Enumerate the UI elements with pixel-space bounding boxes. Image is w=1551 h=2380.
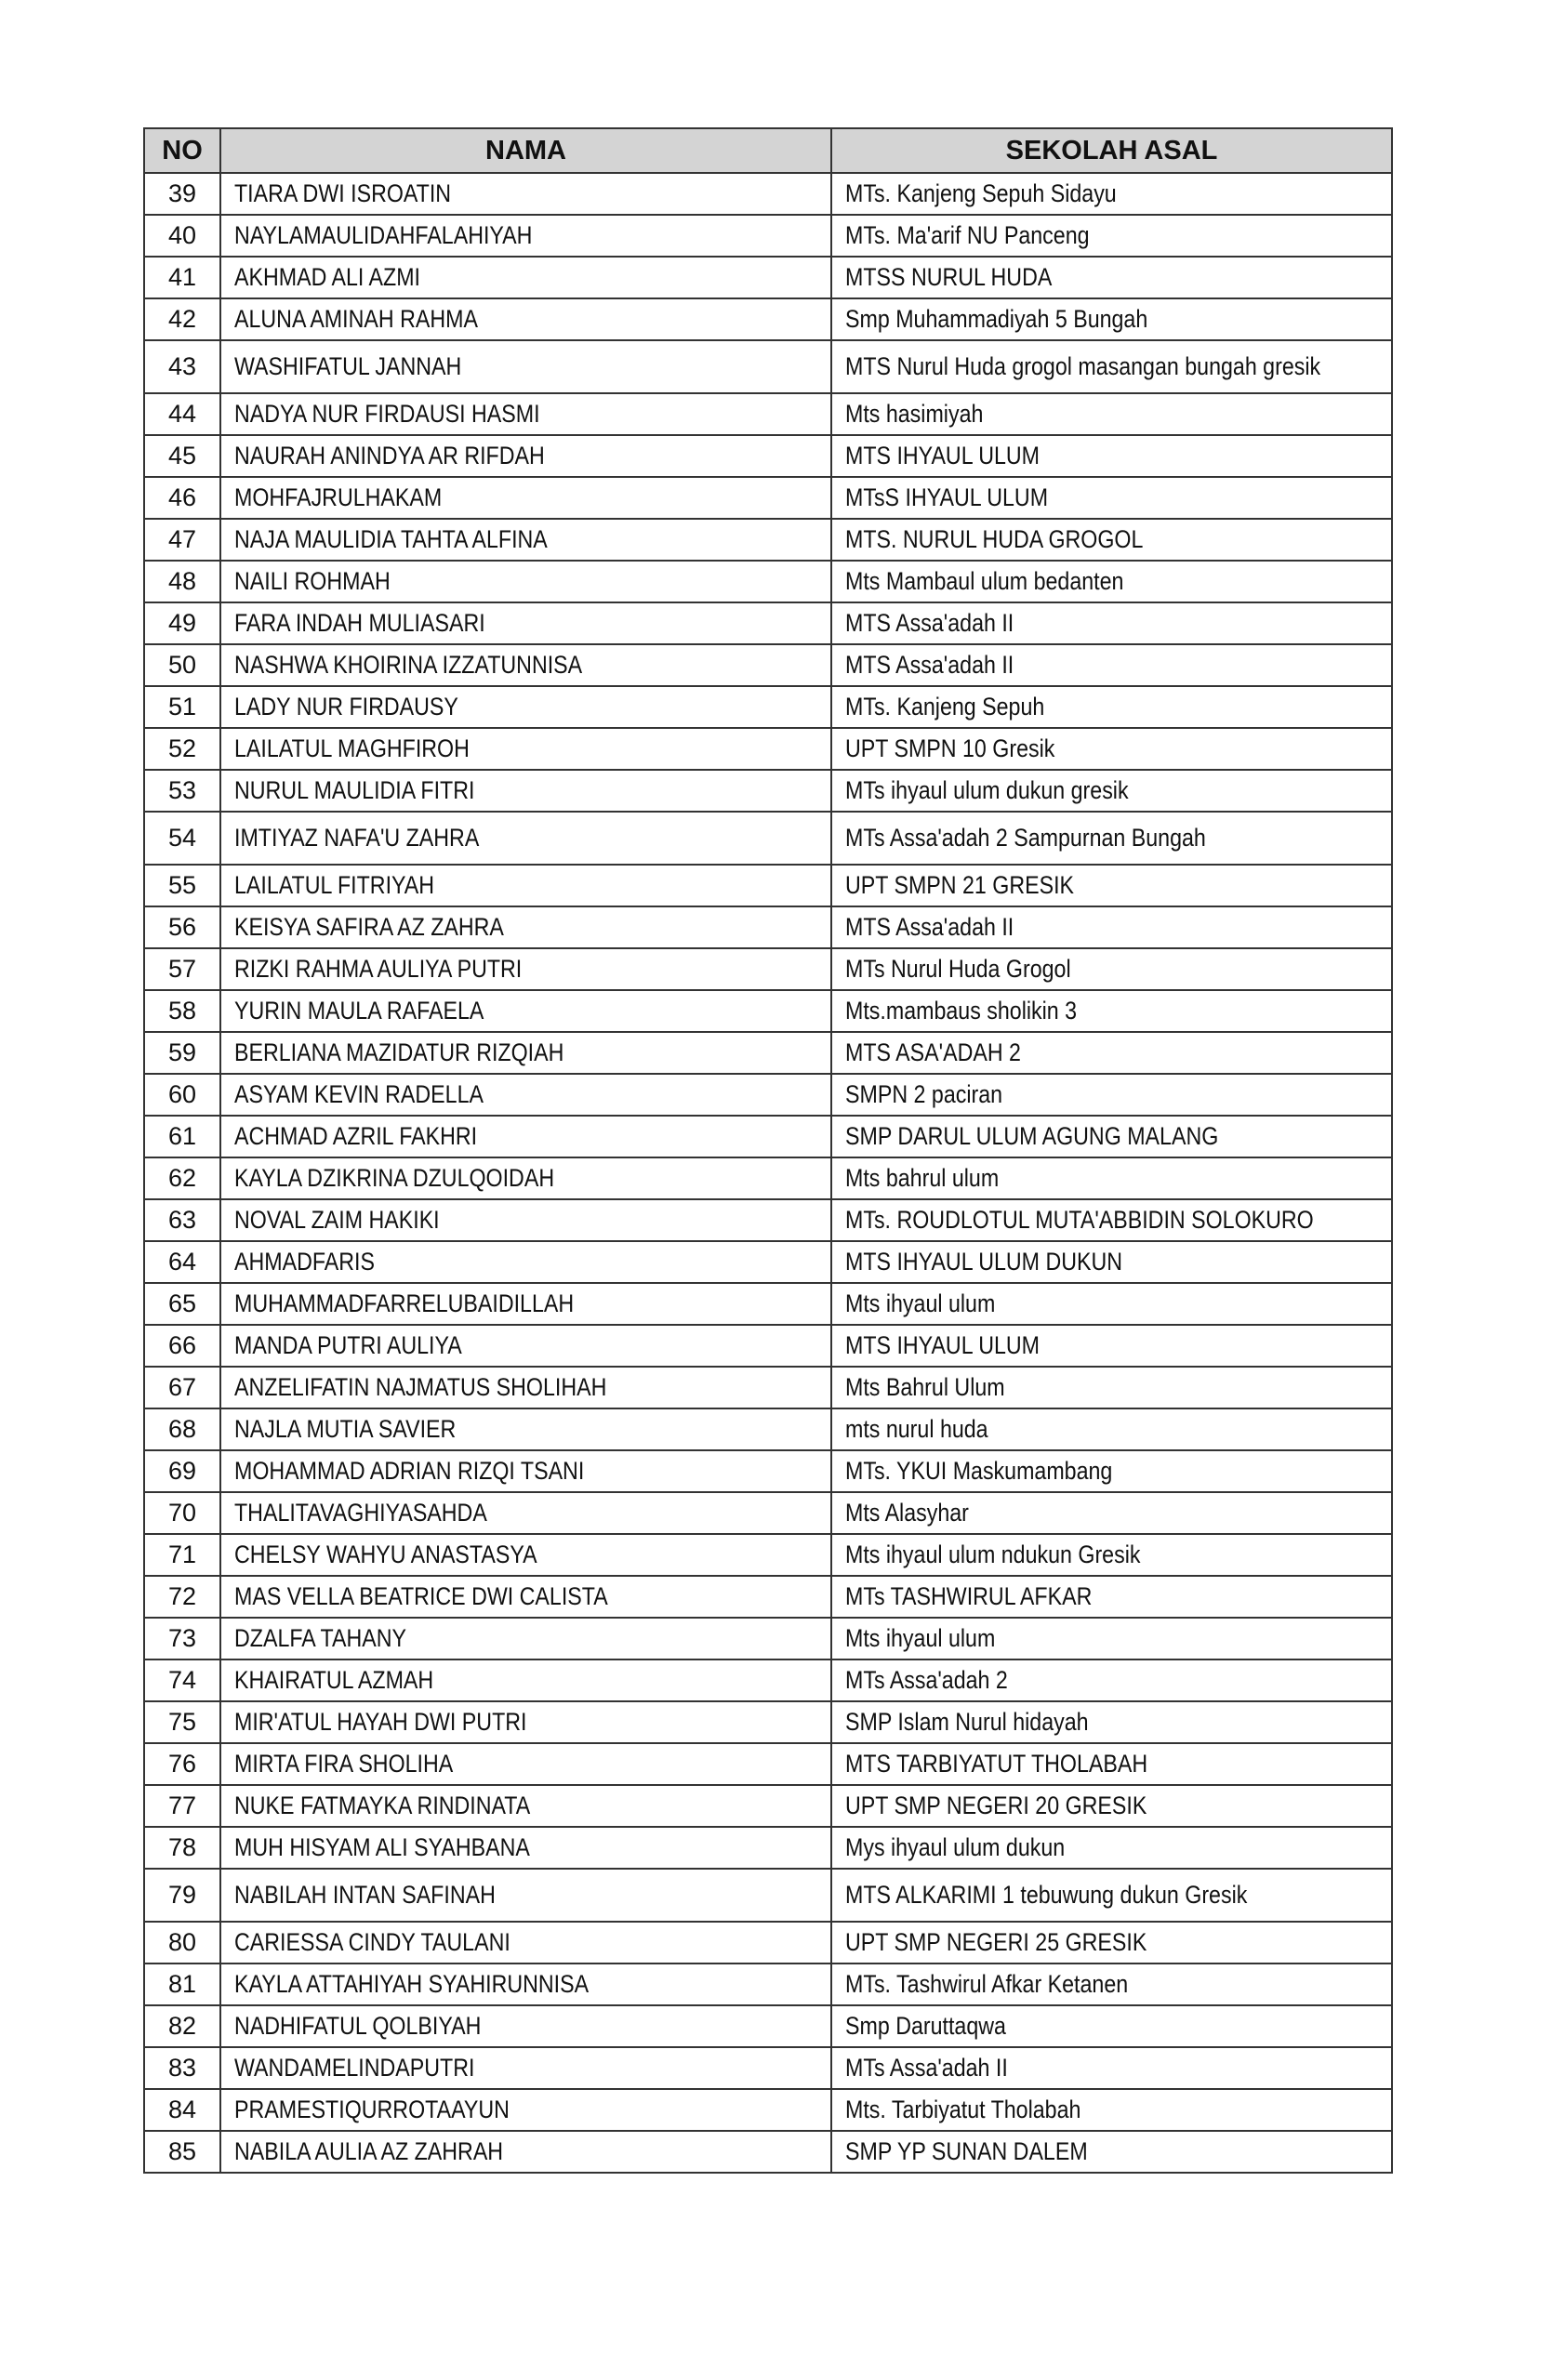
table-row xyxy=(144,298,1392,340)
origin-school: MTs. Ma'arif NU Panceng xyxy=(845,221,1090,249)
table-row xyxy=(144,1199,1392,1241)
origin-school: MTs Assa'adah II xyxy=(845,2054,1008,2082)
origin-school: Smp Muhammadiyah 5 Bungah xyxy=(845,305,1148,333)
student-name-cell xyxy=(220,865,831,906)
origin-school-cell xyxy=(831,1576,1392,1618)
origin-school-cell xyxy=(831,1869,1392,1922)
student-name: KAYLA ATTAHIYAH SYAHIRUNNISA xyxy=(234,1970,590,1998)
student-name-cell xyxy=(220,298,831,340)
student-name-cell xyxy=(220,728,831,770)
row-number: 40 xyxy=(144,215,220,257)
student-name-cell xyxy=(220,519,831,561)
origin-school-cell xyxy=(831,215,1392,257)
origin-school: MTs. Kanjeng Sepuh Sidayu xyxy=(845,179,1117,207)
student-name: NAJA MAULIDIA TAHTA ALFINA xyxy=(234,525,548,553)
table-row xyxy=(144,728,1392,770)
table-row xyxy=(144,393,1392,435)
origin-school-cell xyxy=(831,1743,1392,1785)
origin-school: SMP YP SUNAN DALEM xyxy=(845,2137,1088,2165)
table-row xyxy=(144,906,1392,948)
row-number: 55 xyxy=(144,865,220,906)
student-name: NABILA AULIA AZ ZAHRAH xyxy=(234,2137,504,2165)
student-name: MAS VELLA BEATRICE DWI CALISTA xyxy=(234,1582,608,1610)
student-name-cell xyxy=(220,644,831,686)
origin-school: Mts.mambaus sholikin 3 xyxy=(845,997,1078,1025)
student-name: LAILATUL MAGHFIROH xyxy=(234,734,470,762)
table-header xyxy=(144,128,1392,173)
table-row xyxy=(144,215,1392,257)
table-row xyxy=(144,477,1392,519)
student-name-cell xyxy=(220,1964,831,2005)
student-name: RIZKI RAHMA AULIYA PUTRI xyxy=(234,955,523,983)
student-name-cell xyxy=(220,2047,831,2089)
table-row xyxy=(144,340,1392,393)
origin-school-cell xyxy=(831,1492,1392,1534)
origin-school-cell xyxy=(831,812,1392,865)
origin-school-cell xyxy=(831,298,1392,340)
student-name-cell xyxy=(220,906,831,948)
student-name-cell xyxy=(220,173,831,215)
student-name-cell xyxy=(220,1199,831,1241)
table-row xyxy=(144,602,1392,644)
row-number: 74 xyxy=(144,1659,220,1701)
row-number: 50 xyxy=(144,644,220,686)
row-number: 58 xyxy=(144,990,220,1032)
origin-school-cell xyxy=(831,1659,1392,1701)
table-row xyxy=(144,1116,1392,1157)
table-row xyxy=(144,1283,1392,1325)
origin-school-cell xyxy=(831,1827,1392,1869)
table-row xyxy=(144,1827,1392,1869)
origin-school: MTS Assa'adah II xyxy=(845,651,1014,679)
origin-school: Mts. Tarbiyatut Tholabah xyxy=(845,2096,1081,2123)
row-number: 60 xyxy=(144,1074,220,1116)
student-table xyxy=(143,127,1393,2174)
origin-school: Mts ihyaul ulum ndukun Gresik xyxy=(845,1540,1141,1568)
student-name-cell xyxy=(220,1074,831,1116)
student-name: AKHMAD ALI AZMI xyxy=(234,263,421,291)
student-name: MIRTA FIRA SHOLIHA xyxy=(234,1750,454,1778)
origin-school-cell xyxy=(831,1408,1392,1450)
table-row xyxy=(144,1367,1392,1408)
student-name-cell xyxy=(220,1618,831,1659)
student-name: WANDAMELINDAPUTRI xyxy=(234,2054,475,2082)
origin-school: MTs ihyaul ulum dukun gresik xyxy=(845,776,1129,804)
student-name: NADHIFATUL QOLBIYAH xyxy=(234,2012,482,2040)
origin-school-cell xyxy=(831,1032,1392,1074)
student-name: NAYLAMAULIDAHFALAHIYAH xyxy=(234,221,533,249)
student-name: PRAMESTIQURROTAAYUN xyxy=(234,2096,510,2123)
student-name: ASYAM KEVIN RADELLA xyxy=(234,1080,484,1108)
student-name-cell xyxy=(220,812,831,865)
student-name-cell xyxy=(220,1659,831,1701)
table-row xyxy=(144,1743,1392,1785)
table-row xyxy=(144,1869,1392,1922)
row-number: 68 xyxy=(144,1408,220,1450)
row-number: 71 xyxy=(144,1534,220,1576)
table-row xyxy=(144,865,1392,906)
origin-school-cell xyxy=(831,1157,1392,1199)
student-name: NADYA NUR FIRDAUSI HASMI xyxy=(234,400,540,428)
row-number: 45 xyxy=(144,435,220,477)
table-body xyxy=(144,173,1392,2173)
row-number: 62 xyxy=(144,1157,220,1199)
row-number: 79 xyxy=(144,1869,220,1922)
origin-school-cell xyxy=(831,686,1392,728)
origin-school: MTS. NURUL HUDA GROGOL xyxy=(845,525,1144,553)
origin-school-cell xyxy=(831,1618,1392,1659)
table-row xyxy=(144,990,1392,1032)
origin-school-cell xyxy=(831,865,1392,906)
student-name: CARIESSA CINDY TAULANI xyxy=(234,1928,510,1956)
student-name-cell xyxy=(220,215,831,257)
origin-school: UPT SMPN 10 Gresik xyxy=(845,734,1055,762)
row-number: 67 xyxy=(144,1367,220,1408)
origin-school: MTS IHYAUL ULUM xyxy=(845,1331,1041,1359)
student-name-cell xyxy=(220,477,831,519)
row-number: 51 xyxy=(144,686,220,728)
student-name-cell xyxy=(220,1743,831,1785)
student-name-cell xyxy=(220,1492,831,1534)
student-name: NABILAH INTAN SAFINAH xyxy=(234,1881,496,1909)
row-number: 75 xyxy=(144,1701,220,1743)
table-row xyxy=(144,2047,1392,2089)
row-number: 44 xyxy=(144,393,220,435)
table-row xyxy=(144,1701,1392,1743)
row-number: 59 xyxy=(144,1032,220,1074)
origin-school: Mts Alasyhar xyxy=(845,1499,969,1527)
student-name-cell xyxy=(220,1701,831,1743)
row-number: 72 xyxy=(144,1576,220,1618)
table-row xyxy=(144,1576,1392,1618)
origin-school-cell xyxy=(831,990,1392,1032)
student-name-cell xyxy=(220,1922,831,1964)
student-name-cell xyxy=(220,1116,831,1157)
row-number: 54 xyxy=(144,812,220,865)
origin-school: UPT SMPN 21 GRESIK xyxy=(845,871,1075,899)
student-name-cell xyxy=(220,1032,831,1074)
origin-school: MTS Assa'adah II xyxy=(845,609,1014,637)
student-name: MANDA PUTRI AULIYA xyxy=(234,1331,462,1359)
table-row xyxy=(144,1534,1392,1576)
origin-school-cell xyxy=(831,1325,1392,1367)
table-row xyxy=(144,1032,1392,1074)
student-name: NAJLA MUTIA SAVIER xyxy=(234,1415,457,1443)
origin-school: Mts ihyaul ulum xyxy=(845,1289,996,1317)
student-name: BERLIANA MAZIDATUR RIZQIAH xyxy=(234,1038,564,1066)
origin-school-cell xyxy=(831,1785,1392,1827)
origin-school-cell xyxy=(831,2005,1392,2047)
origin-school-cell xyxy=(831,477,1392,519)
row-number: 81 xyxy=(144,1964,220,2005)
row-number: 78 xyxy=(144,1827,220,1869)
origin-school: MTS Nurul Huda grogol masangan bungah gresik xyxy=(845,352,1321,380)
student-name-cell xyxy=(220,1785,831,1827)
student-name: FARA INDAH MULIASARI xyxy=(234,609,485,637)
row-number: 77 xyxy=(144,1785,220,1827)
origin-school-cell xyxy=(831,948,1392,990)
row-number: 80 xyxy=(144,1922,220,1964)
student-name-cell xyxy=(220,1408,831,1450)
table-row xyxy=(144,812,1392,865)
student-list-sheet xyxy=(143,127,1391,2174)
row-number: 83 xyxy=(144,2047,220,2089)
row-number: 84 xyxy=(144,2089,220,2131)
origin-school-cell xyxy=(831,728,1392,770)
row-number: 47 xyxy=(144,519,220,561)
origin-school: MTsS IHYAUL ULUM xyxy=(845,483,1049,511)
student-name: KHAIRATUL AZMAH xyxy=(234,1666,434,1694)
table-row xyxy=(144,644,1392,686)
student-name-cell xyxy=(220,2131,831,2173)
origin-school: MTs. Kanjeng Sepuh xyxy=(845,693,1045,721)
student-name: CHELSY WAHYU ANASTASYA xyxy=(234,1540,537,1568)
header-name: NAMA xyxy=(220,128,831,173)
student-name: MOHFAJRULHAKAM xyxy=(234,483,443,511)
student-name-cell xyxy=(220,435,831,477)
origin-school: MTS IHYAUL ULUM xyxy=(845,442,1041,469)
student-name: DZALFA TAHANY xyxy=(234,1624,406,1652)
row-number: 43 xyxy=(144,340,220,393)
student-name: NURUL MAULIDIA FITRI xyxy=(234,776,475,804)
origin-school: SMPN 2 paciran xyxy=(845,1080,1003,1108)
origin-school: MTs Nurul Huda Grogol xyxy=(845,955,1071,983)
origin-school: MTs Assa'adah 2 xyxy=(845,1666,1008,1694)
table-row xyxy=(144,686,1392,728)
origin-school: MTS ALKARIMI 1 tebuwung dukun Gresik xyxy=(845,1881,1248,1909)
row-number: 64 xyxy=(144,1241,220,1283)
origin-school-cell xyxy=(831,2047,1392,2089)
origin-school: Mts bahrul ulum xyxy=(845,1164,1000,1192)
origin-school: MTs. YKUI Maskumambang xyxy=(845,1457,1113,1485)
table-row xyxy=(144,1074,1392,1116)
origin-school: UPT SMP NEGERI 20 GRESIK xyxy=(845,1792,1147,1819)
student-name: THALITAVAGHIYASAHDA xyxy=(234,1499,487,1527)
origin-school-cell xyxy=(831,2131,1392,2173)
student-name: MUH HISYAM ALI SYAHBANA xyxy=(234,1833,530,1861)
student-name-cell xyxy=(220,1827,831,1869)
student-name: ANZELIFATIN NAJMATUS SHOLIHAH xyxy=(234,1373,607,1401)
row-number: 61 xyxy=(144,1116,220,1157)
row-number: 52 xyxy=(144,728,220,770)
student-name: NUKE FATMAYKA RINDINATA xyxy=(234,1792,531,1819)
student-name: NASHWA KHOIRINA IZZATUNNISA xyxy=(234,651,583,679)
table-row xyxy=(144,1408,1392,1450)
header-no: NO xyxy=(144,128,220,173)
row-number: 69 xyxy=(144,1450,220,1492)
student-name-cell xyxy=(220,1325,831,1367)
student-name-cell xyxy=(220,1283,831,1325)
origin-school-cell xyxy=(831,1701,1392,1743)
student-name: TIARA DWI ISROATIN xyxy=(234,179,452,207)
student-name-cell xyxy=(220,1157,831,1199)
origin-school: SMP Islam Nurul hidayah xyxy=(845,1708,1089,1736)
origin-school: MTS TARBIYATUT THOLABAH xyxy=(845,1750,1148,1778)
row-number: 48 xyxy=(144,561,220,602)
table-row xyxy=(144,519,1392,561)
row-number: 49 xyxy=(144,602,220,644)
origin-school-cell xyxy=(831,644,1392,686)
row-number: 76 xyxy=(144,1743,220,1785)
origin-school-cell xyxy=(831,1241,1392,1283)
origin-school: UPT SMP NEGERI 25 GRESIK xyxy=(845,1928,1147,1956)
student-name: YURIN MAULA RAFAELA xyxy=(234,997,484,1025)
row-number: 65 xyxy=(144,1283,220,1325)
origin-school: Mts Mambaul ulum bedanten xyxy=(845,567,1124,595)
student-name: NOVAL ZAIM HAKIKI xyxy=(234,1206,440,1234)
origin-school: MTs. ROUDLOTUL MUTA'ABBIDIN SOLOKURO xyxy=(845,1206,1314,1234)
row-number: 46 xyxy=(144,477,220,519)
row-number: 53 xyxy=(144,770,220,812)
row-number: 63 xyxy=(144,1199,220,1241)
origin-school: Smp Daruttaqwa xyxy=(845,2012,1006,2040)
table-row xyxy=(144,257,1392,298)
student-name-cell xyxy=(220,948,831,990)
origin-school: MTs. Tashwirul Afkar Ketanen xyxy=(845,1970,1129,1998)
student-name-cell xyxy=(220,393,831,435)
origin-school: Mts Bahrul Ulum xyxy=(845,1373,1005,1401)
student-name: KAYLA DZIKRINA DZULQOIDAH xyxy=(234,1164,555,1192)
table-row xyxy=(144,435,1392,477)
origin-school-cell xyxy=(831,906,1392,948)
origin-school: SMP DARUL ULUM AGUNG MALANG xyxy=(845,1122,1219,1150)
origin-school-cell xyxy=(831,602,1392,644)
student-name: ACHMAD AZRIL FAKHRI xyxy=(234,1122,478,1150)
student-name-cell xyxy=(220,340,831,393)
table-row xyxy=(144,173,1392,215)
student-name: AHMADFARIS xyxy=(234,1248,375,1276)
student-name-cell xyxy=(220,561,831,602)
origin-school-cell xyxy=(831,435,1392,477)
origin-school: mts nurul huda xyxy=(845,1415,988,1443)
table-row xyxy=(144,1450,1392,1492)
table-row xyxy=(144,561,1392,602)
student-name: WASHIFATUL JANNAH xyxy=(234,352,462,380)
student-name: ALUNA AMINAH RAHMA xyxy=(234,305,478,333)
row-number: 41 xyxy=(144,257,220,298)
origin-school-cell xyxy=(831,2089,1392,2131)
table-row xyxy=(144,1785,1392,1827)
student-name-cell xyxy=(220,1869,831,1922)
student-name-cell xyxy=(220,990,831,1032)
header-row xyxy=(144,128,1392,173)
table-row xyxy=(144,2089,1392,2131)
origin-school-cell xyxy=(831,1199,1392,1241)
origin-school: MTs TASHWIRUL AFKAR xyxy=(845,1582,1093,1610)
origin-school-cell xyxy=(831,1116,1392,1157)
table-row xyxy=(144,948,1392,990)
table-row xyxy=(144,1241,1392,1283)
origin-school-cell xyxy=(831,340,1392,393)
origin-school-cell xyxy=(831,257,1392,298)
student-name-cell xyxy=(220,1241,831,1283)
row-number: 66 xyxy=(144,1325,220,1367)
origin-school-cell xyxy=(831,173,1392,215)
student-name-cell xyxy=(220,1534,831,1576)
table-row xyxy=(144,1325,1392,1367)
origin-school: MTS ASA'ADAH 2 xyxy=(845,1038,1021,1066)
table-row xyxy=(144,1964,1392,2005)
origin-school: MTS Assa'adah II xyxy=(845,913,1014,941)
origin-school: MTS IHYAUL ULUM DUKUN xyxy=(845,1248,1123,1276)
student-name: MIR'ATUL HAYAH DWI PUTRI xyxy=(234,1708,527,1736)
student-name-cell xyxy=(220,1367,831,1408)
table-row xyxy=(144,2131,1392,2173)
origin-school-cell xyxy=(831,393,1392,435)
origin-school-cell xyxy=(831,1074,1392,1116)
student-name-cell xyxy=(220,257,831,298)
origin-school-cell xyxy=(831,1450,1392,1492)
student-name-cell xyxy=(220,1450,831,1492)
table-row xyxy=(144,1922,1392,1964)
student-name: LADY NUR FIRDAUSY xyxy=(234,693,458,721)
row-number: 73 xyxy=(144,1618,220,1659)
row-number: 57 xyxy=(144,948,220,990)
table-row xyxy=(144,1618,1392,1659)
student-name-cell xyxy=(220,686,831,728)
origin-school-cell xyxy=(831,1922,1392,1964)
row-number: 39 xyxy=(144,173,220,215)
origin-school-cell xyxy=(831,1964,1392,2005)
student-name: NAILI ROHMAH xyxy=(234,567,391,595)
student-name: IMTIYAZ NAFA'U ZAHRA xyxy=(234,824,480,852)
student-name: MOHAMMAD ADRIAN RIZQI TSANI xyxy=(234,1457,585,1485)
origin-school: MTSS NURUL HUDA xyxy=(845,263,1053,291)
student-name-cell xyxy=(220,602,831,644)
row-number: 42 xyxy=(144,298,220,340)
header-school: SEKOLAH ASAL xyxy=(831,128,1392,173)
table-row xyxy=(144,1492,1392,1534)
row-number: 85 xyxy=(144,2131,220,2173)
student-name: KEISYA SAFIRA AZ ZAHRA xyxy=(234,913,504,941)
student-name-cell xyxy=(220,2089,831,2131)
table-row xyxy=(144,770,1392,812)
origin-school: Mts ihyaul ulum xyxy=(845,1624,996,1652)
table-row xyxy=(144,1157,1392,1199)
origin-school-cell xyxy=(831,561,1392,602)
origin-school-cell xyxy=(831,770,1392,812)
student-name-cell xyxy=(220,770,831,812)
student-name: LAILATUL FITRIYAH xyxy=(234,871,435,899)
origin-school: Mts hasimiyah xyxy=(845,400,984,428)
row-number: 70 xyxy=(144,1492,220,1534)
student-name: MUHAMMADFARRELUBAIDILLAH xyxy=(234,1289,575,1317)
origin-school: Mys ihyaul ulum dukun xyxy=(845,1833,1066,1861)
origin-school-cell xyxy=(831,1367,1392,1408)
table-row xyxy=(144,1659,1392,1701)
origin-school-cell xyxy=(831,519,1392,561)
table-row xyxy=(144,2005,1392,2047)
student-name-cell xyxy=(220,1576,831,1618)
origin-school: MTs Assa'adah 2 Sampurnan Bungah xyxy=(845,824,1206,852)
row-number: 56 xyxy=(144,906,220,948)
origin-school-cell xyxy=(831,1534,1392,1576)
origin-school-cell xyxy=(831,1283,1392,1325)
student-name-cell xyxy=(220,2005,831,2047)
row-number: 82 xyxy=(144,2005,220,2047)
student-name: NAURAH ANINDYA AR RIFDAH xyxy=(234,442,545,469)
